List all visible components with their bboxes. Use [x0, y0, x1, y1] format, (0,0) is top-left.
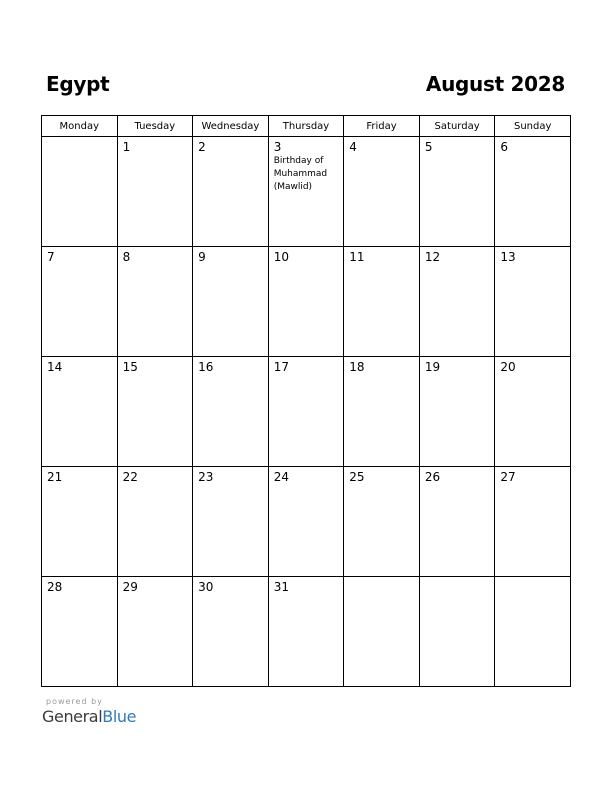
day-cell [495, 357, 571, 467]
week-row [42, 357, 571, 467]
day-number: 19 [424, 360, 441, 374]
day-number: 1 [122, 140, 131, 154]
day-cell [117, 357, 193, 467]
day-cell [42, 137, 118, 247]
day-number: 16 [198, 360, 214, 374]
day-number: 15 [122, 360, 138, 374]
day-number: 10 [273, 250, 289, 264]
day-cell [344, 247, 420, 357]
day-cell [419, 467, 495, 577]
day-number [495, 577, 570, 581]
week-row [42, 247, 571, 357]
day-number: 9 [198, 250, 206, 264]
weekday-wednesday: Wednesday [193, 116, 269, 137]
day-number: 4 [349, 140, 357, 154]
day-number: 31 [273, 580, 289, 594]
powered-by-text: powered by [46, 697, 103, 706]
footer-branding [42, 697, 136, 727]
day-cell [344, 577, 420, 687]
day-cell [268, 247, 344, 357]
day-cell [344, 137, 420, 247]
brand-name-general: General [42, 707, 103, 726]
day-number: 11 [349, 250, 365, 264]
weekday-friday: Friday [344, 116, 420, 137]
day-number: 2 [198, 140, 206, 154]
day-cell [419, 137, 495, 247]
day-number [42, 137, 117, 141]
calendar-grid [41, 115, 571, 687]
day-number [344, 577, 419, 581]
day-number: 30 [198, 580, 214, 594]
day-cell [193, 467, 269, 577]
country-title: Egypt [46, 72, 110, 96]
day-cell [268, 467, 344, 577]
day-cell [344, 467, 420, 577]
weekday-thursday: Thursday [268, 116, 344, 137]
brand-name-blue: Blue [102, 707, 137, 726]
weekday-sunday: Sunday [495, 116, 571, 137]
day-number: 12 [424, 250, 441, 264]
day-cell [268, 577, 344, 687]
day-cell [268, 357, 344, 467]
day-cell [495, 577, 571, 687]
day-number: 28 [47, 580, 63, 594]
day-cell [117, 467, 193, 577]
weekday-monday: Monday [42, 116, 118, 137]
day-cell [193, 247, 269, 357]
week-row [42, 577, 571, 687]
weekday-saturday: Saturday [419, 116, 495, 137]
day-number [420, 577, 495, 581]
day-cell [117, 137, 193, 247]
day-cell [419, 357, 495, 467]
day-cell [42, 467, 118, 577]
weekday-tuesday: Tuesday [117, 116, 193, 137]
day-number: 21 [47, 470, 63, 484]
day-cell [419, 247, 495, 357]
day-cell [117, 577, 193, 687]
day-number: 3 [273, 140, 282, 154]
day-cell [344, 357, 420, 467]
day-number: 29 [122, 580, 138, 594]
day-number: 22 [122, 470, 138, 484]
day-number: 8 [122, 250, 131, 264]
day-number: 18 [349, 360, 365, 374]
week-row [42, 137, 571, 247]
day-cell [42, 577, 118, 687]
day-number: 25 [349, 470, 365, 484]
day-number: 5 [424, 140, 433, 154]
brand-logo[interactable] [42, 707, 136, 727]
week-row [42, 467, 571, 577]
weekday-header-row [42, 116, 571, 137]
day-cell [42, 357, 118, 467]
day-number: 20 [500, 360, 516, 374]
day-cell [419, 577, 495, 687]
day-number: 13 [500, 250, 516, 264]
day-cell [495, 467, 571, 577]
day-cell [268, 137, 344, 247]
day-cell [495, 137, 571, 247]
holiday-label: Birthday of Muhammad (Mawlid) [273, 156, 328, 192]
day-number: 24 [273, 470, 289, 484]
day-number: 26 [424, 470, 441, 484]
day-number: 7 [47, 250, 55, 264]
day-cell [42, 247, 118, 357]
day-number: 27 [500, 470, 516, 484]
day-cell [193, 577, 269, 687]
day-cell [193, 137, 269, 247]
month-year-title: August 2028 [425, 72, 565, 96]
day-cell [117, 247, 193, 357]
day-number: 14 [47, 360, 63, 374]
day-number: 6 [500, 140, 509, 154]
day-cell [193, 357, 269, 467]
day-number: 23 [198, 470, 214, 484]
day-number: 17 [273, 360, 289, 374]
day-cell [495, 247, 571, 357]
